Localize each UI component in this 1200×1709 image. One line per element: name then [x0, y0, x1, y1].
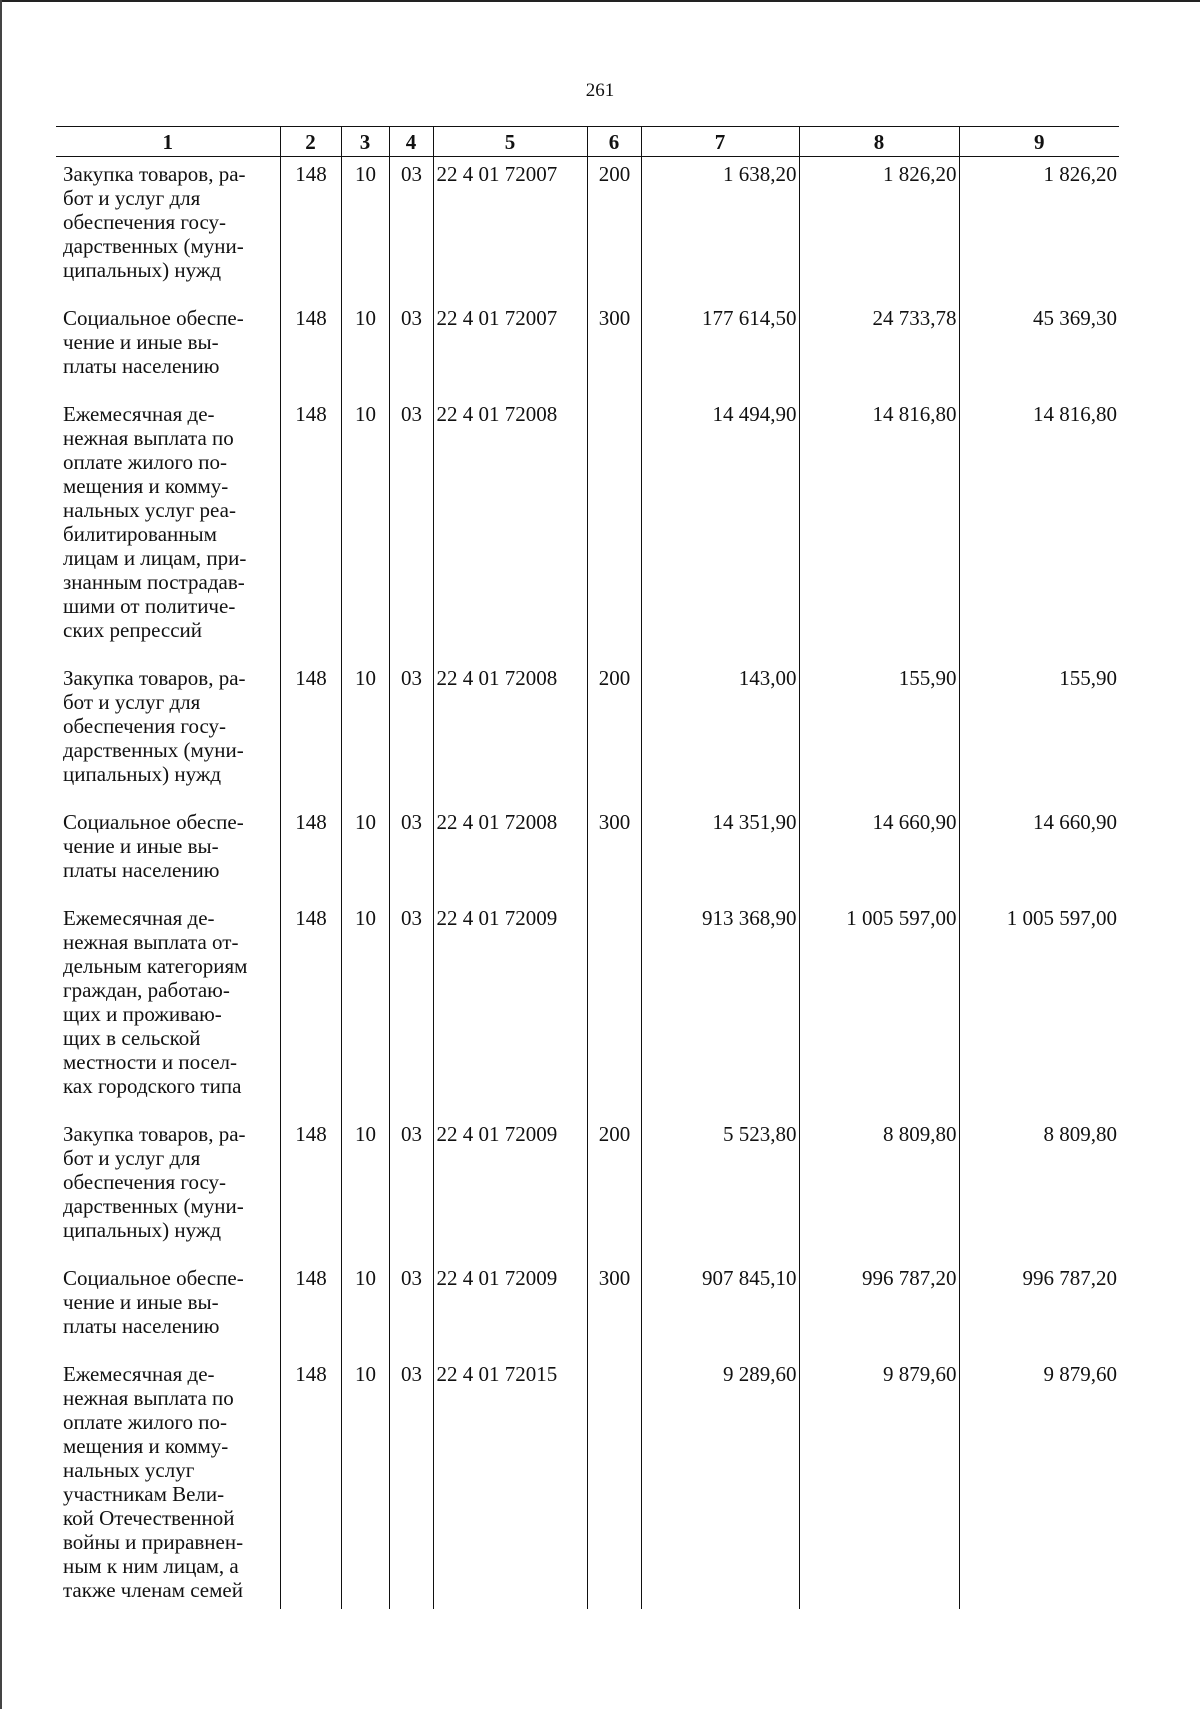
row-subsection: 03 [389, 157, 433, 302]
row-amount-col7: 177 614,50 [641, 301, 799, 397]
row-ministry-code: 148 [280, 1117, 341, 1261]
row-expense-type [587, 901, 641, 1117]
row-subsection: 03 [389, 1357, 433, 1609]
header-col-3: 3 [341, 127, 389, 157]
row-amount-col8: 155,90 [799, 661, 959, 805]
header-col-8: 8 [799, 127, 959, 157]
table-row [56, 397, 1119, 661]
header-col-5: 5 [433, 127, 587, 157]
row-amount-col7: 5 523,80 [641, 1117, 799, 1261]
row-section: 10 [341, 1117, 389, 1261]
row-amount-col7: 14 494,90 [641, 397, 799, 661]
table-row [56, 1261, 1119, 1357]
row-description: Социальное обеспе- чение и иные вы- платы населению [63, 306, 244, 378]
row-description: Ежемесячная де- нежная выплата от- дельным категориям граждан, работаю- щих и проживаю- щих в сельской местности и посел- ках городского типа [63, 906, 248, 1098]
row-section: 10 [341, 301, 389, 397]
row-subsection: 03 [389, 661, 433, 805]
row-expense-type: 300 [587, 301, 641, 397]
row-expense-type: 300 [587, 805, 641, 901]
header-col-7: 7 [641, 127, 799, 157]
row-description: Социальное обеспе- чение и иные вы- платы населению [63, 1266, 244, 1338]
row-amount-col8: 996 787,20 [799, 1261, 959, 1357]
row-subsection: 03 [389, 901, 433, 1117]
row-ministry-code: 148 [280, 301, 341, 397]
row-section: 10 [341, 1261, 389, 1357]
scan-edge-left [0, 0, 2, 1709]
row-target-article: 22 4 01 72008 [433, 805, 587, 901]
row-amount-col9: 1 826,20 [959, 157, 1119, 302]
page-number: 261 [585, 80, 615, 101]
row-amount-col8: 1 005 597,00 [799, 901, 959, 1117]
row-section: 10 [341, 157, 389, 302]
row-description: Социальное обеспе- чение и иные вы- платы населению [63, 810, 244, 882]
row-subsection: 03 [389, 1117, 433, 1261]
row-amount-col7: 1 638,20 [641, 157, 799, 302]
row-subsection: 03 [389, 805, 433, 901]
row-description: Ежемесячная де- нежная выплата по оплате жилого по- мещения и комму- нальных услуг реа- билитированным лицам и лицам, при- знанным пострадав- шими от политиче- ских репрессий [63, 402, 247, 642]
row-amount-col9: 45 369,30 [959, 301, 1119, 397]
row-amount-col9: 8 809,80 [959, 1117, 1119, 1261]
row-amount-col7: 913 368,90 [641, 901, 799, 1117]
row-expense-type: 300 [587, 1261, 641, 1357]
row-expense-type [587, 397, 641, 661]
row-amount-col9: 996 787,20 [959, 1261, 1119, 1357]
table-row [56, 157, 1119, 302]
row-amount-col8: 1 826,20 [799, 157, 959, 302]
header-col-6: 6 [587, 127, 641, 157]
row-target-article: 22 4 01 72015 [433, 1357, 587, 1609]
row-description: Закупка товаров, ра- бот и услуг для обеспечения госу- дарственных (муни- ципальных) нужд [63, 666, 246, 786]
row-target-article: 22 4 01 72007 [433, 301, 587, 397]
row-target-article: 22 4 01 72009 [433, 901, 587, 1117]
table-row [56, 301, 1119, 397]
header-col-1: 1 [56, 127, 280, 157]
row-target-article: 22 4 01 72009 [433, 1261, 587, 1357]
row-subsection: 03 [389, 301, 433, 397]
header-col-9: 9 [959, 127, 1119, 157]
table-row [56, 661, 1119, 805]
row-amount-col9: 9 879,60 [959, 1357, 1119, 1609]
budget-table [56, 126, 1119, 1609]
row-amount-col8: 14 660,90 [799, 805, 959, 901]
row-subsection: 03 [389, 397, 433, 661]
row-amount-col8: 8 809,80 [799, 1117, 959, 1261]
row-section: 10 [341, 661, 389, 805]
row-ministry-code: 148 [280, 805, 341, 901]
table-row [56, 1357, 1119, 1609]
row-amount-col9: 14 816,80 [959, 397, 1119, 661]
row-amount-col9: 1 005 597,00 [959, 901, 1119, 1117]
row-amount-col9: 155,90 [959, 661, 1119, 805]
header-col-4: 4 [389, 127, 433, 157]
header-col-2: 2 [280, 127, 341, 157]
row-amount-col7: 9 289,60 [641, 1357, 799, 1609]
row-subsection: 03 [389, 1261, 433, 1357]
row-ministry-code: 148 [280, 661, 341, 805]
row-expense-type: 200 [587, 661, 641, 805]
row-expense-type: 200 [587, 157, 641, 302]
row-ministry-code: 148 [280, 397, 341, 661]
row-description: Закупка товаров, ра- бот и услуг для обеспечения госу- дарственных (муни- ципальных) нужд [63, 162, 246, 282]
row-amount-col7: 143,00 [641, 661, 799, 805]
row-target-article: 22 4 01 72009 [433, 1117, 587, 1261]
row-expense-type [587, 1357, 641, 1609]
row-section: 10 [341, 397, 389, 661]
row-ministry-code: 148 [280, 1261, 341, 1357]
row-target-article: 22 4 01 72008 [433, 661, 587, 805]
row-ministry-code: 148 [280, 1357, 341, 1609]
table-row [56, 805, 1119, 901]
scan-edge-top [0, 0, 1200, 2]
row-section: 10 [341, 805, 389, 901]
row-section: 10 [341, 901, 389, 1117]
table-row [56, 901, 1119, 1117]
row-amount-col8: 24 733,78 [799, 301, 959, 397]
row-amount-col7: 907 845,10 [641, 1261, 799, 1357]
row-amount-col8: 9 879,60 [799, 1357, 959, 1609]
row-amount-col8: 14 816,80 [799, 397, 959, 661]
row-description: Закупка товаров, ра- бот и услуг для обеспечения госу- дарственных (муни- ципальных) нужд [63, 1122, 246, 1242]
row-target-article: 22 4 01 72008 [433, 397, 587, 661]
row-description: Ежемесячная де- нежная выплата по оплате жилого по- мещения и комму- нальных услуг участникам Вели- кой Отечественной войны и приравнен- ным к ним лицам, а также членам семей [63, 1362, 244, 1602]
row-amount-col9: 14 660,90 [959, 805, 1119, 901]
header-row [56, 127, 1119, 157]
row-ministry-code: 148 [280, 157, 341, 302]
row-section: 10 [341, 1357, 389, 1609]
row-amount-col7: 14 351,90 [641, 805, 799, 901]
row-expense-type: 200 [587, 1117, 641, 1261]
row-ministry-code: 148 [280, 901, 341, 1117]
row-target-article: 22 4 01 72007 [433, 157, 587, 302]
table-row [56, 1117, 1119, 1261]
